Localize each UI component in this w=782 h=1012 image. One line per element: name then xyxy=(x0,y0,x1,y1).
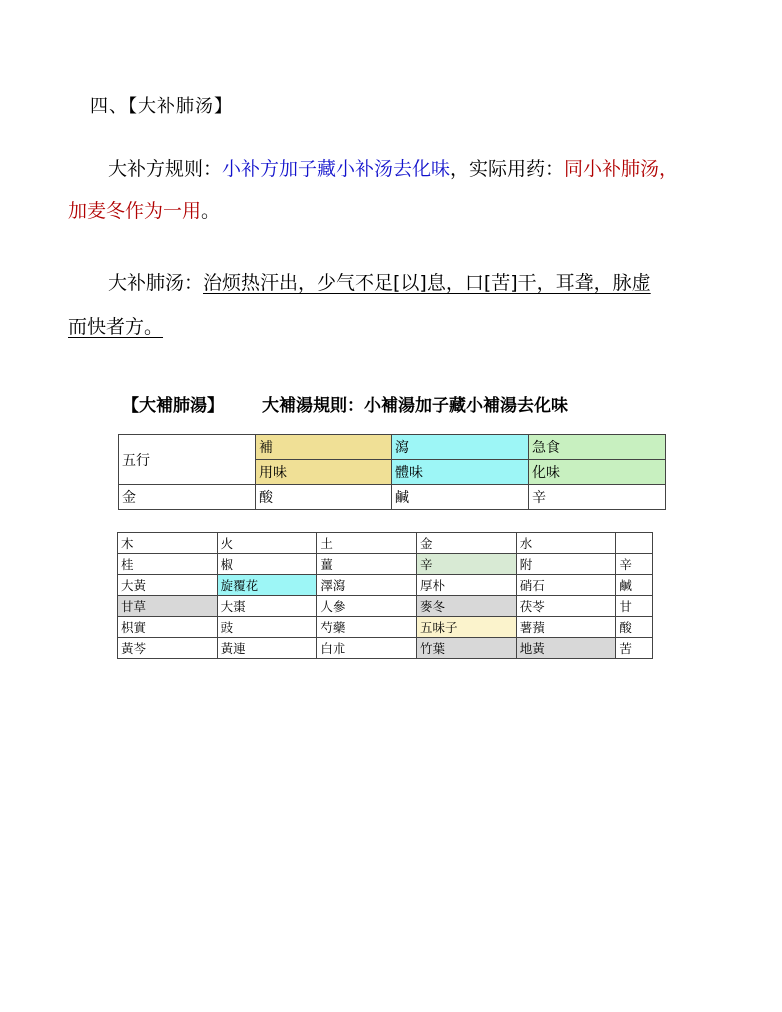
indication-lead: 大补肺汤： xyxy=(108,272,204,294)
table-cell: 木 xyxy=(118,533,218,554)
table-cell: 酸 xyxy=(616,617,653,638)
table-cell: 鹹 xyxy=(392,485,529,510)
figure-title-left: 【大補肺湯】 xyxy=(122,396,224,416)
table-cell: 瀉 xyxy=(392,435,529,460)
table-cell: 金 xyxy=(416,533,516,554)
table-cell: 厚朴 xyxy=(416,575,516,596)
figure-title-right: 大補湯規則：小補湯加子藏小補湯去化味 xyxy=(262,396,568,416)
table-cell: 大棗 xyxy=(217,596,317,617)
table-row xyxy=(118,638,653,659)
table-cell: 辛 xyxy=(528,485,665,510)
table-cell xyxy=(616,533,653,554)
rule-paragraph-line2 xyxy=(68,196,220,223)
table-cell: 旋覆花 xyxy=(217,575,317,596)
table-cell: 甘 xyxy=(616,596,653,617)
table-row xyxy=(118,575,653,596)
rule-red-text-2: 加麦冬作为一用 xyxy=(68,200,202,222)
table-cell: 地黃 xyxy=(516,638,616,659)
indication-paragraph-line1 xyxy=(108,268,651,295)
table-cell: 人參 xyxy=(317,596,417,617)
table-cell: 椒 xyxy=(217,554,317,575)
table-cell: 體味 xyxy=(392,460,529,485)
table-cell: 酸 xyxy=(255,485,391,510)
table-cell: 急食 xyxy=(528,435,665,460)
indication-text-2: 而快者方。 xyxy=(68,316,164,338)
table-row xyxy=(118,554,653,575)
section-heading: 四、【大补肺汤】 xyxy=(90,96,233,117)
table-row xyxy=(119,485,666,510)
rule-red-text-1: 同小补肺汤， xyxy=(564,158,679,180)
table-cell: 茯苓 xyxy=(516,596,616,617)
herb-table xyxy=(117,532,653,659)
table-cell: 附 xyxy=(516,554,616,575)
row-label-cell: 五行 xyxy=(119,435,256,485)
table-cell: 薑 xyxy=(317,554,417,575)
table-cell: 硝石 xyxy=(516,575,616,596)
table-cell: 金 xyxy=(119,485,256,510)
table-cell: 辛 xyxy=(416,554,516,575)
table-cell: 黃芩 xyxy=(118,638,218,659)
table-cell: 白朮 xyxy=(317,638,417,659)
table-cell: 補 xyxy=(255,435,391,460)
indication-text-1: 治烦热汗出，少气不足[以]息，口[苦]干，耳聋，脉虚 xyxy=(203,272,651,294)
indication-paragraph-line2 xyxy=(68,312,163,339)
table-row xyxy=(119,435,666,460)
table-cell: 辛 xyxy=(616,554,653,575)
rule-lead: 大补方规则： xyxy=(108,158,223,180)
table-cell: 麥冬 xyxy=(416,596,516,617)
rule-blue-text: 小补方加子藏小补汤去化味 xyxy=(222,158,451,180)
table-cell: 竹葉 xyxy=(416,638,516,659)
table-cell: 五味子 xyxy=(416,617,516,638)
rule-end: 。 xyxy=(201,200,221,222)
rule-paragraph-line1 xyxy=(108,154,678,181)
table-cell: 水 xyxy=(516,533,616,554)
rule-mid: ，实际用药： xyxy=(450,158,565,180)
table-cell: 土 xyxy=(317,533,417,554)
table-cell: 甘草 xyxy=(118,596,218,617)
table-cell: 化味 xyxy=(528,460,665,485)
table-cell: 鹹 xyxy=(616,575,653,596)
table-cell: 用味 xyxy=(255,460,391,485)
table-row xyxy=(118,617,653,638)
table-cell: 黃連 xyxy=(217,638,317,659)
table-cell: 豉 xyxy=(217,617,317,638)
table-row xyxy=(118,596,653,617)
table-cell: 枳實 xyxy=(118,617,218,638)
table-cell: 火 xyxy=(217,533,317,554)
five-phase-table xyxy=(118,434,666,510)
table-cell: 芍藥 xyxy=(317,617,417,638)
table-cell: 大黃 xyxy=(118,575,218,596)
table-cell: 苦 xyxy=(616,638,653,659)
table-cell: 澤瀉 xyxy=(317,575,417,596)
table-cell: 桂 xyxy=(118,554,218,575)
table-cell: 薯蕷 xyxy=(516,617,616,638)
table-row xyxy=(118,533,653,554)
